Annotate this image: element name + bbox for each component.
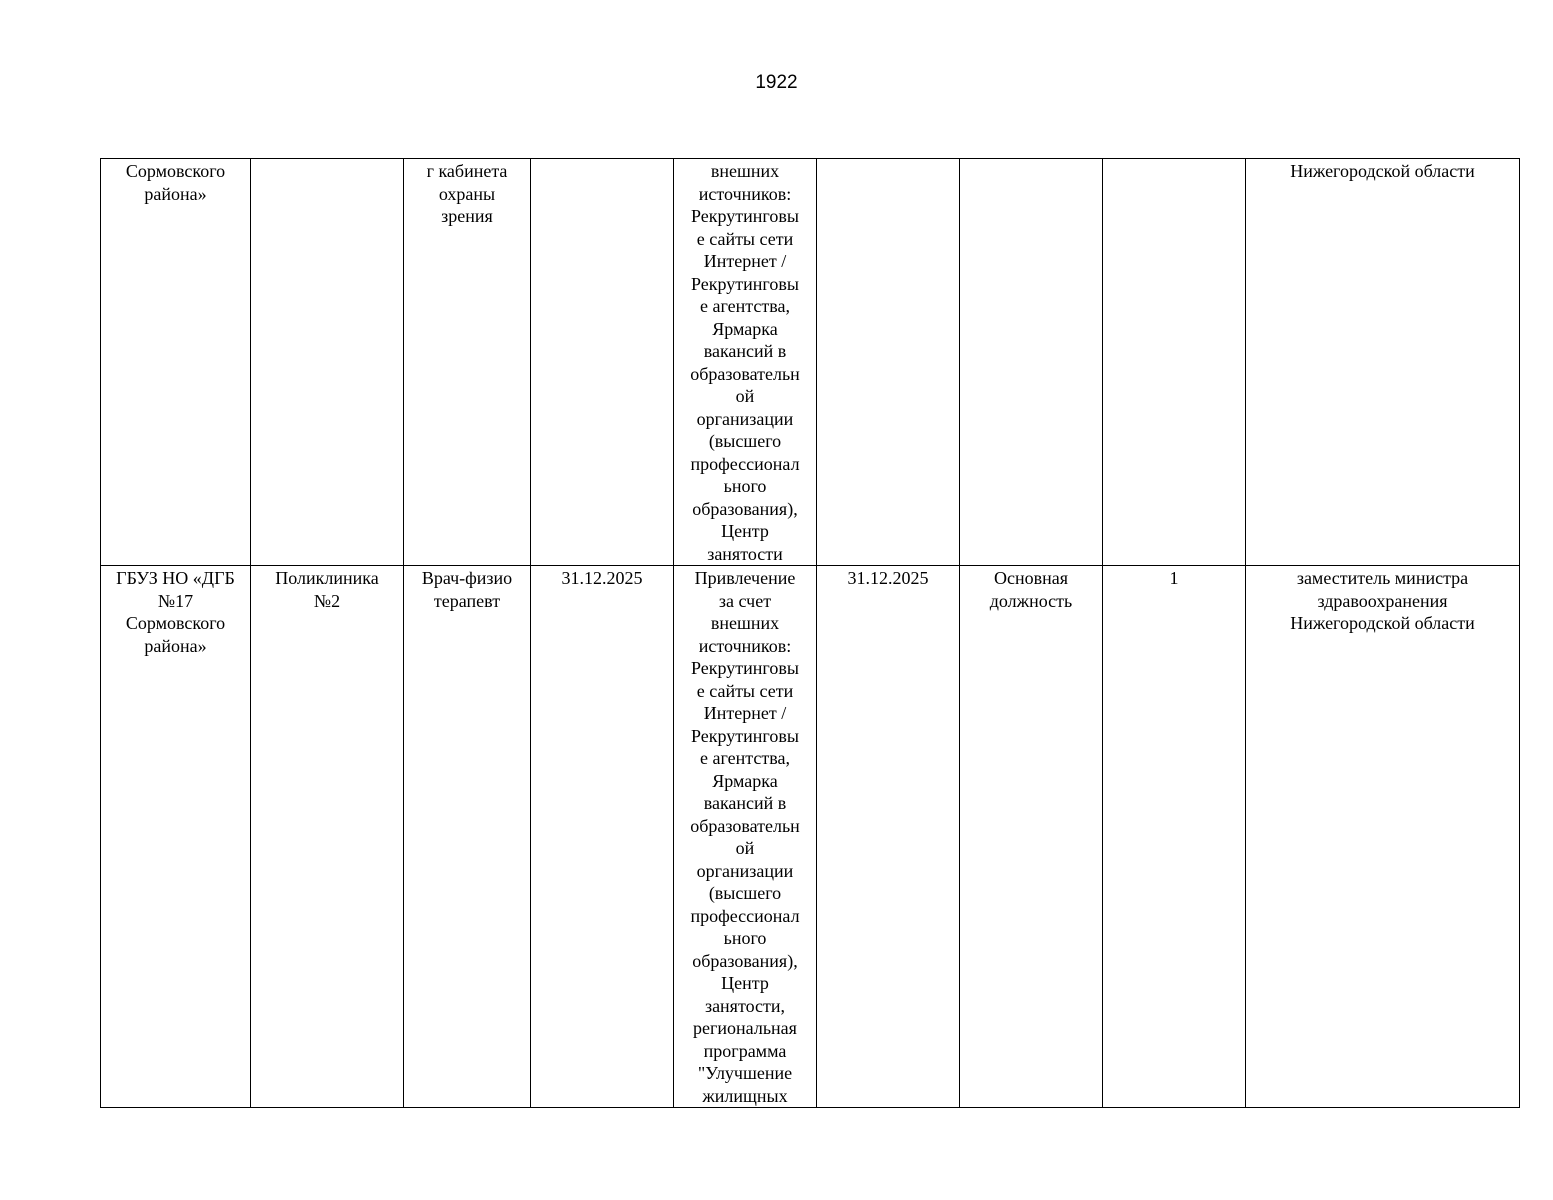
position-type-text: Основная должность <box>989 568 1073 611</box>
subdivision-text: Поликлиника №2 <box>275 568 379 611</box>
position-text: г кабинета охраны зрения <box>426 161 508 226</box>
organization-cell <box>101 159 251 566</box>
responsible-cell <box>1246 566 1520 1108</box>
organization-text: ГБУЗ НО «ДГБ №17 Сормовского района» <box>116 568 235 656</box>
date-to-cell <box>817 566 960 1108</box>
responsible-cell <box>1246 159 1520 566</box>
date-from-cell <box>531 566 674 1108</box>
page-number: 1922 <box>755 72 798 93</box>
vacancy-table <box>100 158 1520 1108</box>
subdivision-cell <box>251 566 404 1108</box>
responsible-text: Нижегородской области <box>1290 161 1475 181</box>
table-row <box>101 566 1520 1108</box>
recruitment-source-cell <box>674 159 817 566</box>
position-type-cell <box>960 159 1103 566</box>
recruitment-source-cell <box>674 566 817 1108</box>
quantity-cell <box>1103 159 1246 566</box>
subdivision-cell <box>251 159 404 566</box>
date-from-cell <box>531 159 674 566</box>
organization-text: Сормовского района» <box>125 161 226 204</box>
position-cell <box>404 159 531 566</box>
position-cell <box>404 566 531 1108</box>
position-text: Врач-физио терапевт <box>421 568 513 611</box>
quantity-cell <box>1103 566 1246 1108</box>
date-to-cell <box>817 159 960 566</box>
recruitment-source-text: внешних источников: Рекрутинговы е сайты сети Интернет / Рекрутинговы е агентства, Ярмарка вакансий в образовательн ой организации (высшего профессионал ьного образования), Центр занятости <box>690 161 800 564</box>
date-to-text: 31.12.2025 <box>847 568 929 588</box>
organization-cell <box>101 566 251 1108</box>
position-type-cell <box>960 566 1103 1108</box>
date-from-text: 31.12.2025 <box>561 568 643 588</box>
responsible-text: заместитель министра здравоохранения Нижегородской области <box>1290 568 1475 633</box>
table-row <box>101 159 1520 566</box>
quantity-text: 1 <box>1169 568 1179 588</box>
recruitment-source-text: Привлечение за счет внешних источников: Рекрутинговы е сайты сети Интернет / Рекрутинговы е агентства, Ярмарка вакансий в образовательн ой организации (высшего профессионал ьного образования), Центр занятости, региональная программа "Улучшение жилищных <box>690 568 800 1106</box>
